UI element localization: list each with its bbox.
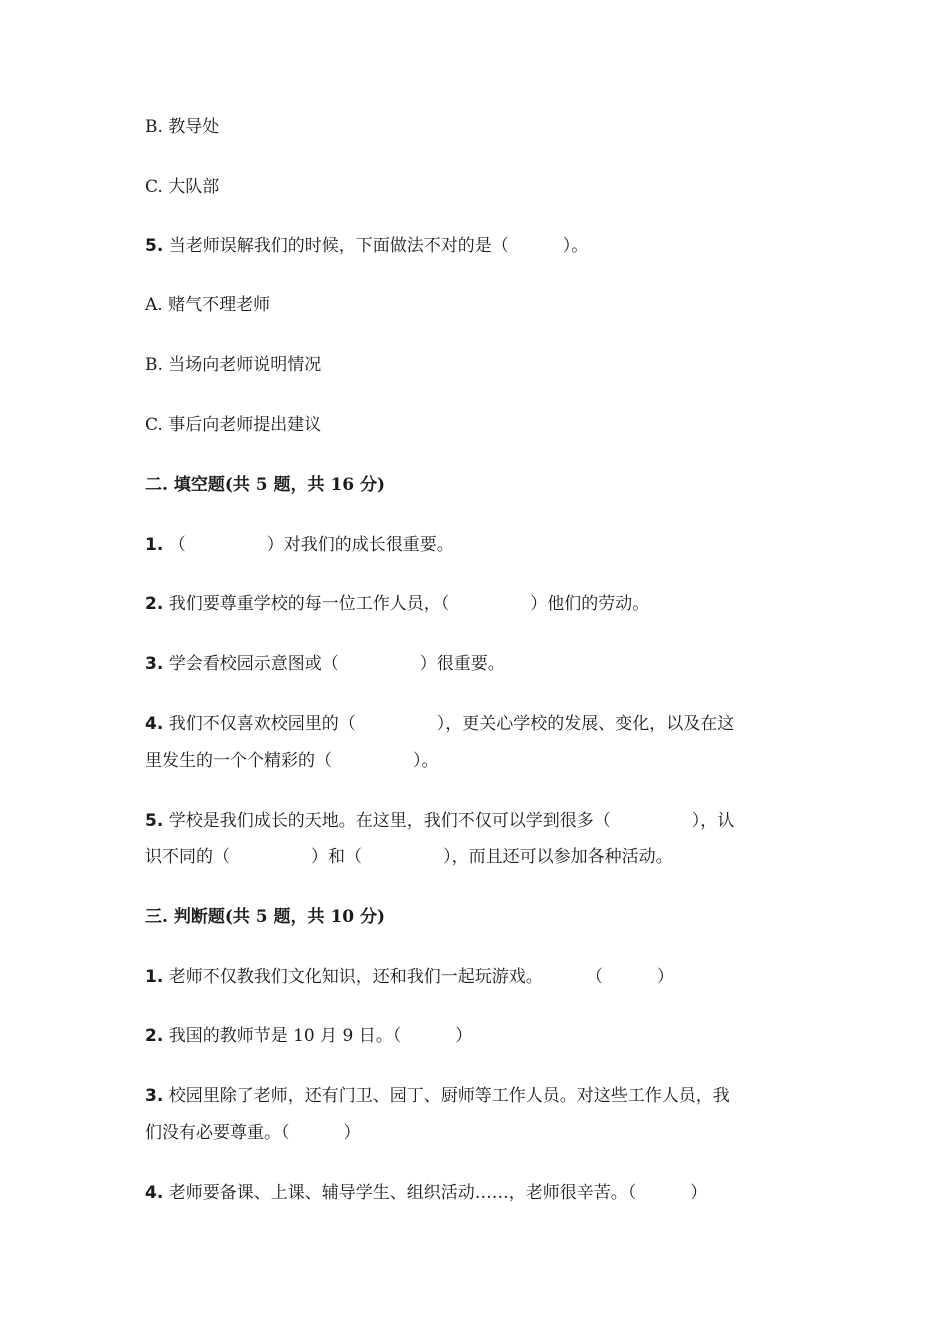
option-b-5: B. 教导处 — [145, 117, 220, 137]
section-heading-fill-in: 二. 填空题(共 5 题，共 16 分) — [145, 475, 386, 495]
option-c: C. 事后向老师提出建议 — [145, 415, 322, 435]
tf-question-1: 1. 老师不仅教我们文化知识，还和我们一起玩游戏。 （ ） — [145, 967, 674, 987]
question-5: 5. 当老师误解我们的时候，下面做法不对的是（ ）。 — [145, 236, 589, 256]
tf-question-3-cont: 们没有必要尊重。（ ） — [145, 1123, 361, 1143]
fill-question-5-cont: 识不同的（ ）和（ ），而且还可以参加各种活动。 — [145, 847, 673, 867]
option-b: B. 当场向老师说明情况 — [145, 355, 322, 375]
fill-question-5: 5. 学校是我们成长的天地。在这里，我们不仅可以学到很多（ ），认 — [145, 811, 735, 831]
fill-question-4-cont: 里发生的一个个精彩的（ ）。 — [145, 751, 439, 771]
fill-question-4: 4. 我们不仅喜欢校园里的（ ），更关心学校的发展、变化，以及在这 — [145, 714, 735, 734]
tf-question-4: 4. 老师要备课、上课、辅导学生、组织活动……，老师很辛苦。（ ） — [145, 1183, 708, 1203]
fill-question-1: 1. （ ）对我们的成长很重要。 — [145, 535, 454, 555]
fill-question-2: 2. 我们要尊重学校的每一位工作人员，（ ）他们的劳动。 — [145, 594, 650, 614]
tf-question-2: 2. 我国的教师节是 10 月 9 日。（ ） — [145, 1026, 473, 1046]
tf-question-3: 3. 校园里除了老师，还有门卫、园丁、厨师等工作人员。对这些工作人员，我 — [145, 1086, 730, 1106]
option-a: A. 赌气不理老师 — [145, 295, 271, 315]
fill-question-3: 3. 学会看校园示意图或（ ）很重要。 — [145, 654, 505, 674]
option-c-5: C. 大队部 — [145, 177, 220, 197]
section-heading-true-false: 三. 判断题(共 5 题，共 10 分) — [145, 907, 386, 927]
